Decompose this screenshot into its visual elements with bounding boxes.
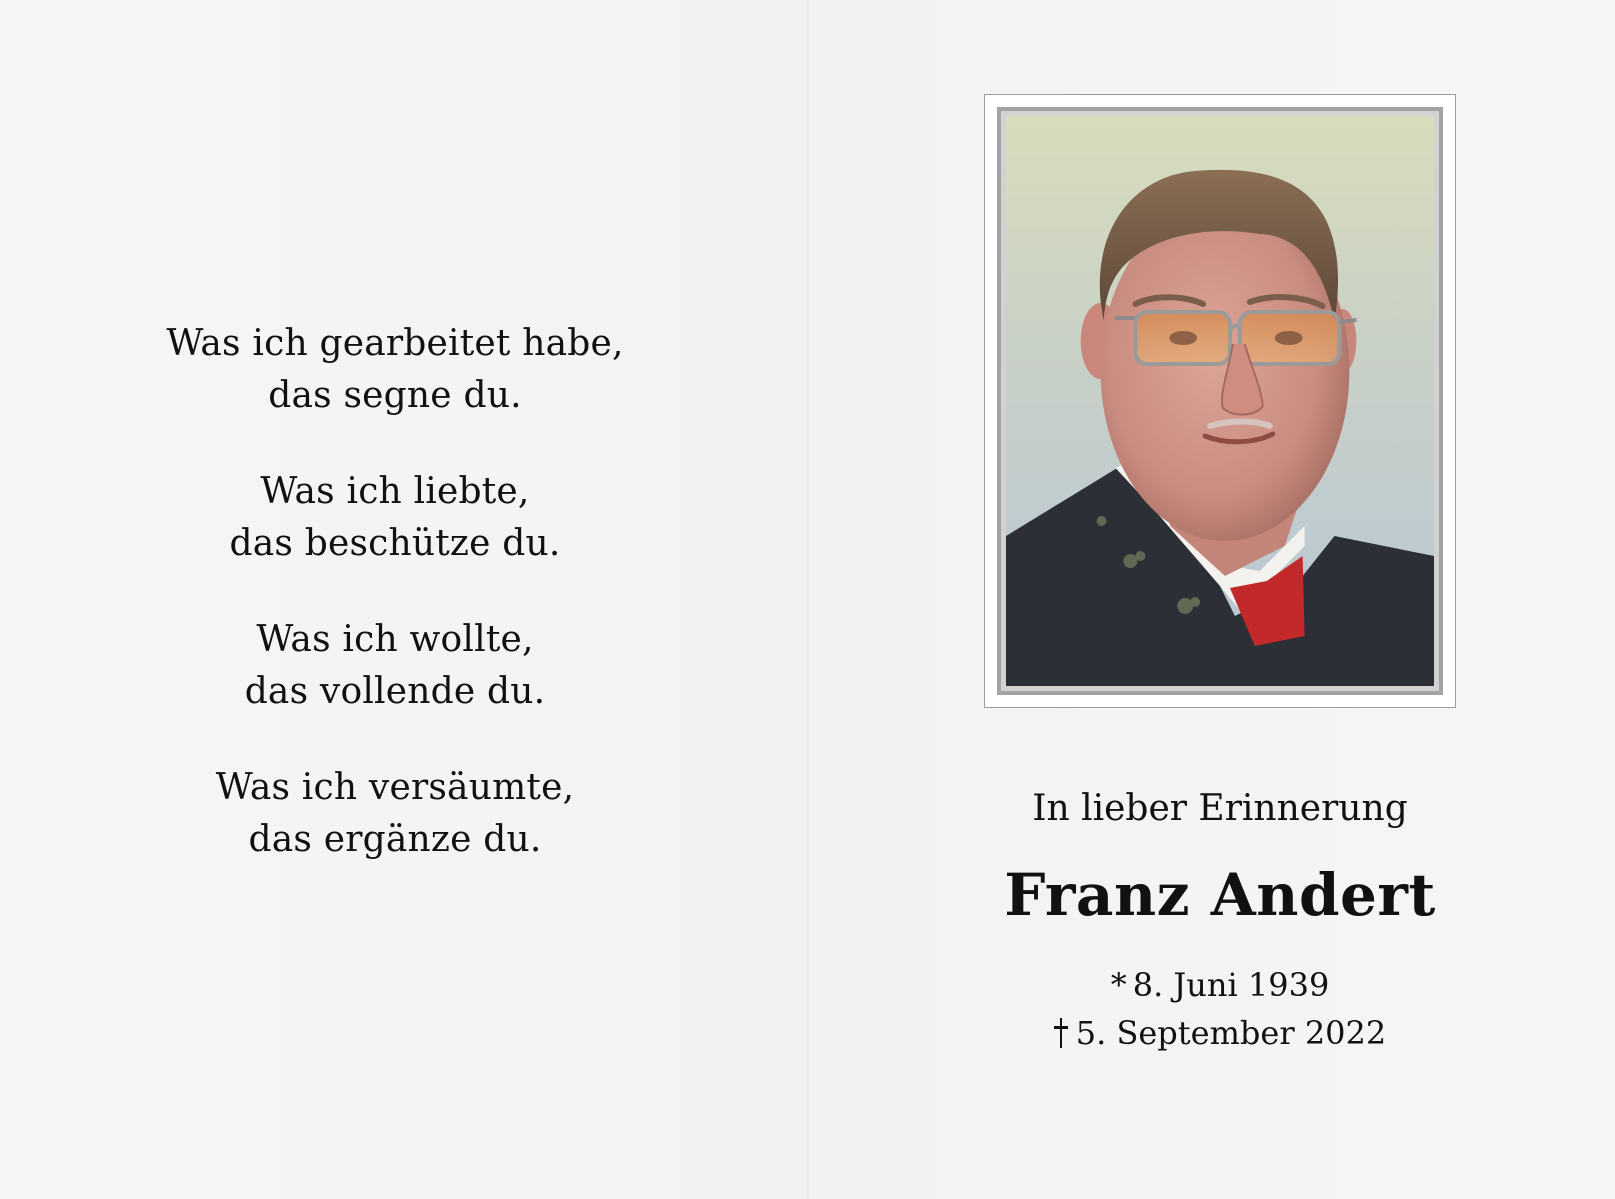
poem-line: das ergänze du.: [248, 819, 542, 860]
poem-stanza-3: [135, 614, 655, 718]
poem-line: Was ich versäumte,: [215, 767, 575, 808]
cross-icon: [1054, 1018, 1068, 1048]
birth-date: 8. Juni 1939: [1132, 966, 1330, 1004]
portrait-mat-inner: [1001, 111, 1439, 691]
portrait-mat: [997, 107, 1443, 695]
deceased-name: Franz Andert: [1004, 861, 1436, 929]
birth-date-line: [960, 961, 1480, 1009]
portrait-photo: [1006, 116, 1434, 686]
death-date-line: [960, 1009, 1480, 1057]
memorial-subtitle: In lieber Erinnerung: [1032, 788, 1408, 829]
poem-stanza-4: [135, 762, 655, 866]
poem-line: das beschütze du.: [229, 523, 561, 564]
birth-symbol: *: [1110, 966, 1127, 1004]
eye-left: [1169, 331, 1197, 345]
poem: [135, 318, 655, 866]
poem-line: Was ich wollte,: [256, 619, 534, 660]
card-fold: [805, 0, 811, 1199]
poem-line: das vollende du.: [244, 671, 546, 712]
death-date: 5. September 2022: [1075, 1014, 1387, 1052]
portrait-frame: [984, 94, 1456, 708]
poem-stanza-2: [135, 466, 655, 570]
eye-right: [1275, 331, 1303, 345]
life-dates: [960, 961, 1480, 1057]
poem-line: Was ich gearbeitet habe,: [166, 323, 624, 364]
memorial-text: [960, 785, 1480, 1057]
poem-line: Was ich liebte,: [260, 471, 530, 512]
poem-line: das segne du.: [268, 375, 522, 416]
poem-stanza-1: [135, 318, 655, 422]
